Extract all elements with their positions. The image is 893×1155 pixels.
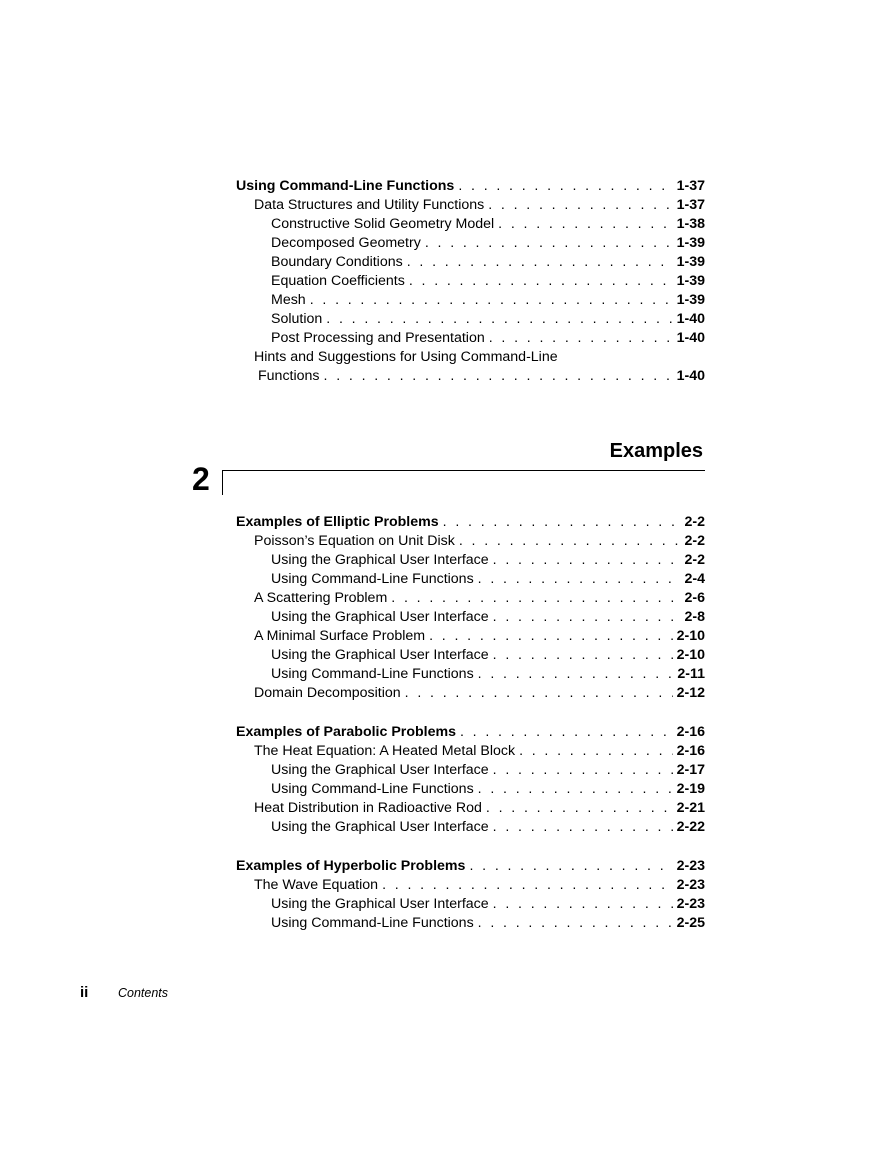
toc-entry-title: Using Command-Line Functions	[236, 178, 455, 194]
toc-leader-dots	[391, 589, 680, 608]
toc-entry[interactable]	[236, 215, 705, 234]
toc-entry-page: 1-39	[676, 292, 705, 308]
toc-entry[interactable]	[236, 684, 705, 703]
toc-entry[interactable]	[236, 532, 705, 551]
toc-leader-dots	[324, 367, 673, 386]
toc-entry[interactable]	[236, 876, 705, 895]
toc-entry-title: Using Command-Line Functions	[271, 781, 474, 797]
toc-leader-dots	[409, 272, 673, 291]
toc-entry-page: 1-39	[676, 254, 705, 270]
toc-leader-dots	[488, 196, 672, 215]
toc-leader-dots	[478, 665, 674, 684]
toc-list-parabolic	[236, 723, 705, 837]
toc-leader-dots	[493, 761, 673, 780]
toc-leader-dots	[478, 570, 681, 589]
toc-leader-dots	[478, 914, 673, 933]
toc-entry[interactable]	[236, 310, 705, 329]
toc-gap	[236, 837, 705, 857]
toc-entry[interactable]	[236, 608, 705, 627]
toc-leader-dots	[459, 532, 681, 551]
toc-entry[interactable]	[236, 665, 705, 684]
toc-entry-title: Boundary Conditions	[271, 254, 403, 270]
toc-entry-page: 2-10	[676, 647, 705, 663]
toc-entry[interactable]	[236, 723, 705, 742]
toc-entry-page: 2-16	[676, 724, 705, 740]
toc-entry-page: 2-11	[677, 666, 705, 682]
toc-entry[interactable]	[236, 646, 705, 665]
toc-entry-title: Using the Graphical User Interface	[271, 647, 489, 663]
toc-entry[interactable]	[236, 627, 705, 646]
toc-entry[interactable]	[236, 177, 705, 196]
toc-leader-dots	[326, 310, 672, 329]
toc-entry[interactable]	[236, 780, 705, 799]
toc-entry-title: Functions	[258, 368, 320, 384]
toc-entry-page: 2-25	[676, 915, 705, 931]
toc-entry-page: 2-19	[676, 781, 705, 797]
toc-entry-title: Poisson’s Equation on Unit Disk	[254, 533, 455, 549]
toc-entry-page: 2-2	[684, 533, 705, 549]
toc-entry-title: Using Command-Line Functions	[271, 915, 474, 931]
toc-entry[interactable]	[236, 818, 705, 837]
footer-page-number: ii	[80, 984, 89, 1001]
toc-entry-title: Examples of Parabolic Problems	[236, 724, 456, 740]
toc-entry[interactable]	[236, 857, 705, 876]
toc-entry-title: A Scattering Problem	[254, 590, 388, 606]
toc-leader-dots	[310, 291, 673, 310]
toc-entry[interactable]	[236, 742, 705, 761]
toc-entry[interactable]	[236, 551, 705, 570]
toc-entry[interactable]	[236, 272, 705, 291]
toc-entry[interactable]	[236, 914, 705, 933]
toc-entry-page: 2-16	[676, 743, 705, 759]
toc-entry-page: 2-23	[676, 877, 705, 893]
toc-entry-page: 2-22	[676, 819, 705, 835]
toc-entry-page: 2-23	[676, 896, 705, 912]
toc-entry-page: 1-40	[676, 311, 705, 327]
toc-entry[interactable]	[236, 253, 705, 272]
toc-entry-page: 2-23	[676, 858, 705, 874]
toc-entry-page: 2-2	[684, 514, 705, 530]
toc-leader-dots	[458, 177, 672, 196]
toc-entry[interactable]	[236, 513, 705, 532]
toc-entry-page: 2-21	[676, 800, 705, 816]
toc-leader-dots	[478, 780, 673, 799]
toc-leader-dots	[469, 857, 672, 876]
toc-entry-title: Examples of Hyperbolic Problems	[236, 858, 466, 874]
toc-entry-hints-line2[interactable]	[236, 367, 705, 386]
toc-leader-dots	[489, 329, 673, 348]
toc-leader-dots	[493, 895, 673, 914]
toc-entry-page: 2-4	[684, 571, 705, 587]
toc-entry-page: 2-8	[684, 609, 705, 625]
toc-entry-page: 1-40	[676, 330, 705, 346]
toc-leader-dots	[407, 253, 673, 272]
toc-entry-title: Using Command-Line Functions	[271, 666, 474, 682]
toc-entry-title: Equation Coefficients	[271, 273, 405, 289]
toc-entry-title: Using the Graphical User Interface	[271, 552, 489, 568]
toc-entry-title: Decomposed Geometry	[271, 235, 421, 251]
toc-entry-page: 1-37	[676, 197, 705, 213]
toc-entry[interactable]	[236, 234, 705, 253]
toc-entry-page: 1-40	[676, 368, 705, 384]
toc-entry-title: Using the Graphical User Interface	[271, 819, 489, 835]
chapter-rule-vertical	[222, 470, 223, 495]
toc-entry-title: Using Command-Line Functions	[271, 571, 474, 587]
toc-leader-dots	[493, 551, 681, 570]
toc-entry-page: 2-17	[676, 762, 705, 778]
toc-leader-dots	[519, 742, 673, 761]
toc-entry-title: Post Processing and Presentation	[271, 330, 485, 346]
chapter-number: 2	[192, 461, 210, 497]
toc-list-hyperbolic	[236, 857, 705, 933]
toc-entry-title: Using the Graphical User Interface	[271, 896, 489, 912]
toc-entry-page: 2-12	[676, 685, 705, 701]
toc-entry-page: 1-38	[676, 216, 705, 232]
toc-entry-title: Heat Distribution in Radioactive Rod	[254, 800, 482, 816]
toc-list	[236, 177, 705, 348]
toc-entry-title: The Wave Equation	[254, 877, 379, 893]
toc-entry-title: Domain Decomposition	[254, 685, 401, 701]
toc-entry-page: 2-2	[684, 552, 705, 568]
chapter-rule-horizontal	[222, 470, 705, 471]
toc-entry[interactable]	[236, 895, 705, 914]
toc-leader-dots	[382, 876, 673, 895]
toc-leader-dots	[425, 234, 673, 253]
toc-leader-dots	[405, 684, 673, 703]
toc-entry-title: Mesh	[271, 292, 306, 308]
toc-leader-dots	[443, 513, 681, 532]
toc-entry-page: 1-39	[676, 235, 705, 251]
toc-entry-page: 2-6	[684, 590, 705, 606]
toc-leader-dots	[493, 608, 681, 627]
toc-entry[interactable]	[236, 589, 705, 608]
toc-entry-title: Examples of Elliptic Problems	[236, 514, 439, 530]
toc-entry-page: 2-10	[676, 628, 705, 644]
toc-section-chapter2	[236, 513, 705, 933]
toc-entry-title: Data Structures and Utility Functions	[254, 197, 485, 213]
toc-entry-page: 1-39	[676, 273, 705, 289]
toc-entry[interactable]	[236, 570, 705, 589]
toc-leader-dots	[493, 818, 673, 837]
toc-gap	[236, 703, 705, 723]
toc-entry[interactable]	[236, 196, 705, 215]
toc-entry[interactable]	[236, 799, 705, 818]
toc-entry[interactable]	[236, 329, 705, 348]
toc-entry-title: Using the Graphical User Interface	[271, 762, 489, 778]
toc-section-command-line	[236, 177, 705, 386]
toc-leader-dots	[486, 799, 673, 818]
toc-entry-title: Solution	[271, 311, 323, 327]
footer-label: Contents	[118, 986, 169, 1000]
chapter-title: Examples	[609, 440, 703, 462]
toc-leader-dots	[429, 627, 672, 646]
toc-list-elliptic	[236, 513, 705, 703]
toc-entry-title: Constructive Solid Geometry Model	[271, 216, 495, 232]
toc-leader-dots	[493, 646, 673, 665]
toc-entry-page: 1-37	[676, 178, 705, 194]
toc-entry-title: A Minimal Surface Problem	[254, 628, 426, 644]
toc-leader-dots	[460, 723, 673, 742]
toc-entry[interactable]	[236, 291, 705, 310]
toc-entry-title: The Heat Equation: A Heated Metal Block	[254, 743, 516, 759]
toc-entry-hints-line1[interactable]: Hints and Suggestions for Using Command-Line	[254, 349, 558, 365]
toc-leader-dots	[498, 215, 672, 234]
toc-entry-title: Using the Graphical User Interface	[271, 609, 489, 625]
toc-entry[interactable]	[236, 761, 705, 780]
